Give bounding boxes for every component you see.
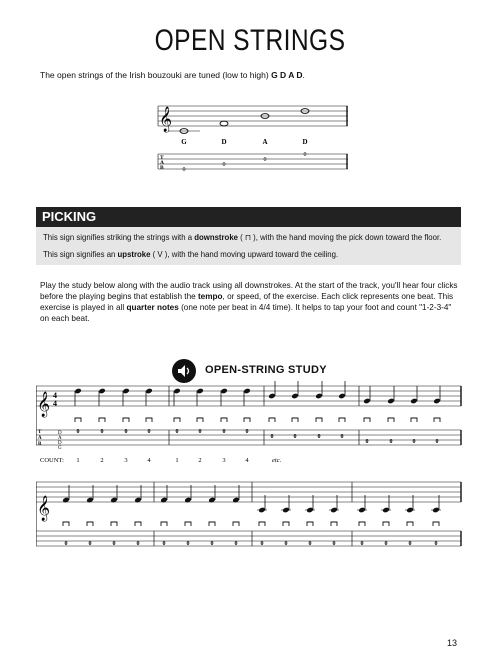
downstroke-symbol [259,522,265,526]
tab-number: 0 [360,541,364,547]
etc-label: etc. [272,457,282,464]
tab-letter: B [160,165,164,171]
tab-number: 0 [64,541,68,547]
tab-number: 0 [263,157,267,163]
downstroke-symbol [364,418,370,422]
downstroke-symbol [87,522,93,526]
tab-number: 0 [245,429,249,435]
study-instructions: Play the study below along with the audio track using all downstrokes. At the start of the track, you'll hear four clicks before the playing begins that establish the tempo, or speed, of the exercise. Each click represents one beat. This exercise is played in all quarter notes (one note per beat in 4/4 time). It helps to tap your foot and count "1-2-3-4" on each beat. [40,281,458,323]
tab-number: 0 [147,429,151,435]
downstroke-symbol [174,418,180,422]
tab-number: 0 [182,167,186,173]
tab-letter: A [160,160,164,166]
downstroke-symbol [135,522,141,526]
treble-clef: 𝄞 [159,106,173,131]
string-name: A [58,436,62,441]
tab-number: 0 [435,439,439,445]
tab-number: 0 [412,439,416,445]
downstroke-symbol [407,522,413,526]
count-beat: 2 [100,457,104,464]
tab-number: 0 [332,541,336,547]
tab-letter: T [160,155,164,161]
count-beat: 3 [222,457,226,464]
tab-letter: B [38,442,42,447]
note-label: G [181,138,187,146]
downstroke-symbol [209,522,215,526]
downstroke-symbol [339,418,345,422]
tab-number: 0 [100,429,104,435]
count-beat: 1 [175,457,179,464]
note-label: D [221,138,227,146]
downstroke-text: This sign signifies striking the strings with a downstroke ( ⊓ ), with the hand moving the pick down toward the floor. [43,233,442,242]
count-label: COUNT: [40,457,64,464]
tab-number: 0 [222,429,226,435]
downstroke-symbol [123,418,129,422]
tab-letter: A [38,436,42,441]
downstroke-symbol [221,418,227,422]
string-name: D [58,431,62,436]
downstroke-symbol [292,418,298,422]
downstroke-symbol [99,418,105,422]
downstroke-symbol [269,418,275,422]
tuning-notes: G D A D [271,70,303,80]
study-title: OPEN-STRING STUDY [205,364,327,376]
count-beat: 2 [198,457,202,464]
tab-number: 0 [198,429,202,435]
count-beat: 3 [124,457,128,464]
count-beat: 4 [245,457,249,464]
downstroke-symbol [359,522,365,526]
downstroke-symbol [146,418,152,422]
string-name: G [58,446,62,451]
intro-text: The open strings of the Irish bouzouki are tuned (low to high) G D A D. [40,70,305,80]
tab-number: 0 [293,434,297,440]
tab-number: 0 [389,439,393,445]
downstroke-symbol [63,522,69,526]
tab-number: 0 [234,541,238,547]
tab-number: 0 [408,541,412,547]
tab-number: 0 [112,541,116,547]
tab-number: 0 [365,439,369,445]
tab-number: 0 [88,541,92,547]
tab-number: 0 [76,429,80,435]
treble-clef: 𝄞 [37,495,51,520]
downstroke-symbol [75,418,81,422]
open-strings-notation [150,100,350,180]
tab-number: 0 [384,541,388,547]
picking-info-box [36,227,461,265]
downstroke-symbol [185,522,191,526]
downstroke-symbol [433,522,439,526]
section-heading-bar [36,207,461,227]
tab-number: 0 [303,152,307,158]
downstroke-symbol [331,522,337,526]
study-system-2 [36,476,464,551]
tab-number: 0 [222,162,226,168]
time-signature-bottom: 4 [53,399,57,408]
tab-number: 0 [186,541,190,547]
note-label: A [262,138,268,146]
treble-clef: 𝄞 [37,391,51,416]
downstroke-symbol [383,522,389,526]
tab-number: 0 [434,541,438,547]
downstroke-symbol [388,418,394,422]
tab-number: 0 [210,541,214,547]
tab-number: 0 [136,541,140,547]
count-beat: 1 [76,457,80,464]
downstroke-symbol [111,522,117,526]
tab-number: 0 [175,429,179,435]
page-title: OPEN STRINGS [154,24,346,57]
downstroke-symbol [316,418,322,422]
study-system-1 [36,380,464,465]
downstroke-symbol [161,522,167,526]
time-signature-top: 4 [53,391,57,400]
downstroke-symbol [233,522,239,526]
downstroke-symbol [283,522,289,526]
tab-number: 0 [317,434,321,440]
page-number: 13 [447,638,458,648]
downstroke-symbol [197,418,203,422]
note-label: D [302,138,308,146]
tab-number: 0 [340,434,344,440]
count-beat: 4 [147,457,151,464]
tab-number: 0 [284,541,288,547]
section-heading: PICKING [42,209,97,224]
tab-number: 0 [270,434,274,440]
upstroke-text: This sign signifies an upstroke ( V ), with the hand moving upward toward the ceiling. [43,250,339,259]
tab-number: 0 [260,541,264,547]
tab-number: 0 [162,541,166,547]
tab-number: 0 [124,429,128,435]
tab-number: 0 [308,541,312,547]
downstroke-symbol [434,418,440,422]
downstroke-symbol [307,522,313,526]
tab-letter: T [38,430,42,435]
string-name: D [58,441,62,446]
downstroke-symbol [244,418,250,422]
downstroke-symbol [411,418,417,422]
